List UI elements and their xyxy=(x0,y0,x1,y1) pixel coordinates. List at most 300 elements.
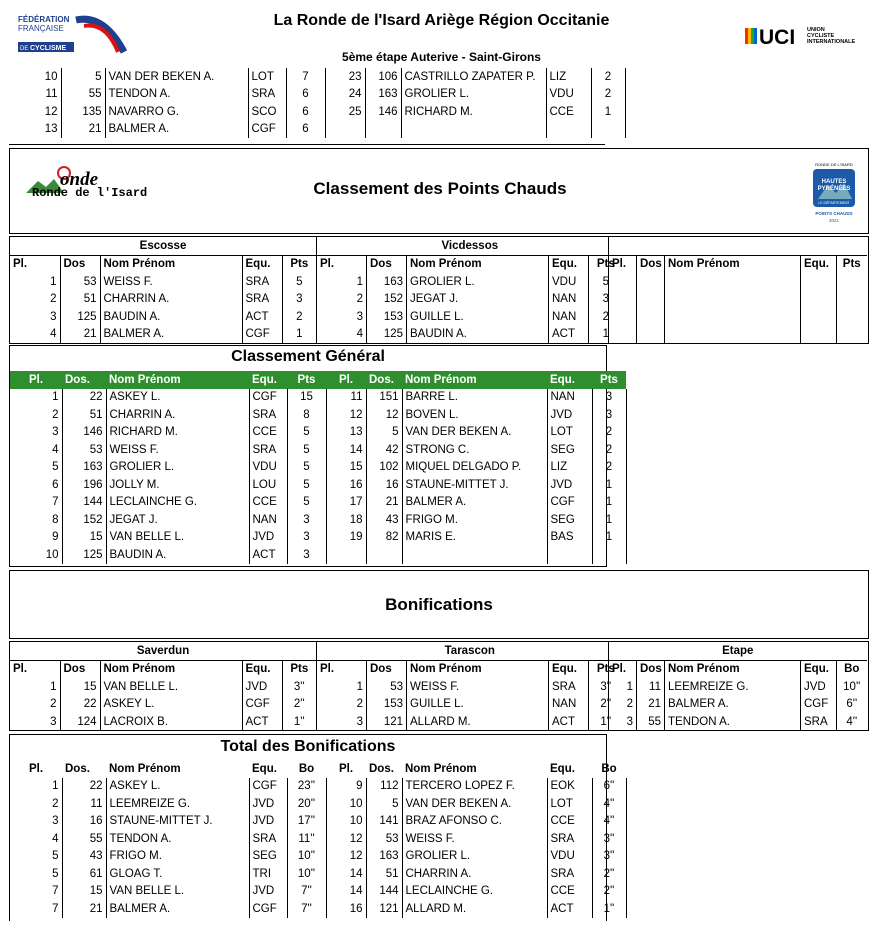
bib: 61 xyxy=(62,865,106,883)
column-header: Nom Prénom xyxy=(407,255,549,273)
rider-name xyxy=(665,273,801,291)
team: SRA xyxy=(242,291,282,309)
rider-name: STAUNE-MITTET J. xyxy=(402,476,547,494)
table-row xyxy=(10,406,626,424)
rider-name: BAUDIN A. xyxy=(100,308,242,326)
bib: 22 xyxy=(62,389,106,407)
column-header: Bo xyxy=(837,660,867,678)
value xyxy=(837,291,867,309)
rank: 7 xyxy=(52,902,59,915)
rider-name: JOLLY M. xyxy=(106,476,249,494)
value: 3 xyxy=(287,546,326,564)
bib: 53 xyxy=(62,441,106,459)
bib: 146 xyxy=(62,424,106,442)
column-header: Nom Prénom xyxy=(109,762,181,775)
rank: 19 xyxy=(349,531,363,544)
rider-name: GROLIER L. xyxy=(402,848,547,866)
value: 3'' xyxy=(592,848,626,866)
rank: 5 xyxy=(52,461,59,474)
bib: 21 xyxy=(366,494,402,512)
rank: 3 xyxy=(50,715,57,728)
column-header: Pl. xyxy=(317,255,367,273)
value: 2 xyxy=(592,424,626,442)
table-row xyxy=(609,308,867,326)
bib: 51 xyxy=(366,865,402,883)
rank: 23 xyxy=(348,70,362,83)
badge-line-4: LE DÉPARTEMENT xyxy=(818,201,850,205)
value: 2 xyxy=(592,441,626,459)
total-bonifications-grid xyxy=(10,760,627,918)
rank: 10 xyxy=(349,815,363,828)
rank xyxy=(609,291,637,309)
rider-name: LACROIX B. xyxy=(100,713,242,731)
bib: 124 xyxy=(60,713,100,731)
rank: 3 xyxy=(50,310,57,323)
value: 3 xyxy=(589,291,623,309)
table-row xyxy=(10,441,626,459)
bib: 163 xyxy=(62,459,106,477)
rider-name: VAN DER BEKEN A. xyxy=(402,424,547,442)
bib: 15 xyxy=(62,883,106,901)
rank: 6 xyxy=(52,478,59,491)
bib: 42 xyxy=(366,441,402,459)
column-header: Equ. xyxy=(242,255,282,273)
rank: 4 xyxy=(52,832,59,845)
rank xyxy=(325,121,365,139)
bonifications-table xyxy=(9,641,869,731)
table-row xyxy=(609,696,867,714)
value xyxy=(591,121,625,139)
value: 3'' xyxy=(589,678,623,696)
bib: 11 xyxy=(62,795,106,813)
rank: 1 xyxy=(50,680,57,693)
rank: 2 xyxy=(356,293,363,306)
team: SRA xyxy=(547,865,592,883)
team: VDU xyxy=(547,848,592,866)
column-header: Pl. xyxy=(338,762,354,775)
team: LIZ xyxy=(546,68,591,86)
badge-line-3: PYRÉNÉES xyxy=(817,186,851,192)
table-row xyxy=(10,326,316,344)
table-row xyxy=(10,713,316,731)
rank: 4 xyxy=(50,328,57,341)
rider-name: VAN BELLE L. xyxy=(106,883,249,901)
team: SEG xyxy=(547,441,592,459)
rider-name: BOVEN L. xyxy=(402,406,547,424)
team: NAN xyxy=(549,291,589,309)
badge-line-6: 2021 xyxy=(828,218,840,223)
bib: 196 xyxy=(62,476,106,494)
value: 1 xyxy=(592,529,626,547)
rank: 13 xyxy=(44,123,58,136)
team: CGF xyxy=(249,778,287,796)
bib xyxy=(366,546,402,564)
column-header: Pts xyxy=(837,255,867,273)
column-header: Pl. xyxy=(10,255,60,273)
rank: 1 xyxy=(52,780,59,793)
value: 2'' xyxy=(592,865,626,883)
table-header-row xyxy=(10,255,316,273)
team: NAN xyxy=(547,389,592,407)
bib: 82 xyxy=(366,529,402,547)
team: ACT xyxy=(242,713,282,731)
value: 20'' xyxy=(287,795,326,813)
section-title: Saverdun xyxy=(136,644,190,657)
table-row xyxy=(10,900,626,918)
bib: 141 xyxy=(366,813,402,831)
rank: 14 xyxy=(349,867,363,880)
rider-name: BAUDIN A. xyxy=(407,326,549,344)
table-row xyxy=(317,273,623,291)
value: 3'' xyxy=(592,830,626,848)
rider-name: LECLAINCHE G. xyxy=(106,494,249,512)
team: JVD xyxy=(547,406,592,424)
team: CCE xyxy=(249,424,287,442)
rank: 2 xyxy=(50,293,57,306)
badge-line-1: RONDE DE L'ISARD xyxy=(815,162,853,167)
team: LOT xyxy=(547,795,592,813)
rank: 10 xyxy=(44,70,58,83)
rider-name: BALMER A. xyxy=(105,121,248,139)
table-row xyxy=(609,273,867,291)
rider-name: ALLARD M. xyxy=(407,713,549,731)
column-header: Pl. xyxy=(609,255,637,273)
team: LOT xyxy=(248,68,286,86)
bib: 16 xyxy=(62,813,106,831)
section-saverdun xyxy=(10,642,316,731)
column-header: Pl. xyxy=(10,371,62,389)
ffc-line-4: CYCLISME xyxy=(30,45,67,52)
rider-name: ASKEY L. xyxy=(106,778,249,796)
bib: 5 xyxy=(366,424,402,442)
value: 23'' xyxy=(287,778,326,796)
team: LOU xyxy=(249,476,287,494)
value: 5 xyxy=(589,273,623,291)
rider-name xyxy=(665,326,801,344)
rider-name: BRAZ AFONSO C. xyxy=(402,813,547,831)
bib: 5 xyxy=(366,795,402,813)
rank: 5 xyxy=(52,850,59,863)
team: SRA xyxy=(248,86,286,104)
column-header: Dos. xyxy=(65,762,90,775)
column-header: Pl. xyxy=(28,762,44,775)
bib: 51 xyxy=(62,406,106,424)
table-row xyxy=(10,529,626,547)
bib: 152 xyxy=(367,291,407,309)
bib: 125 xyxy=(60,308,100,326)
bib: 102 xyxy=(366,459,402,477)
general-grid xyxy=(10,371,627,564)
team xyxy=(546,121,591,139)
team xyxy=(801,273,837,291)
column-header: Nom Prénom xyxy=(665,255,801,273)
rank xyxy=(326,546,366,564)
rank: 12 xyxy=(349,832,363,845)
rider-name: CHARRIN A. xyxy=(106,406,249,424)
table-row xyxy=(9,103,625,121)
bib: 125 xyxy=(367,326,407,344)
value: 8 xyxy=(287,406,326,424)
table-row xyxy=(10,830,626,848)
rider-name: CHARRIN A. xyxy=(402,865,547,883)
bib: 15 xyxy=(60,678,100,696)
table-header-row xyxy=(317,255,623,273)
value: 11'' xyxy=(287,830,326,848)
ffc-line-2: FRANÇAISE xyxy=(18,24,64,33)
general-table xyxy=(9,345,618,567)
column-header: Dos. xyxy=(369,762,394,775)
rank: 7 xyxy=(52,885,59,898)
team: CGF xyxy=(242,696,282,714)
bib: 22 xyxy=(60,696,100,714)
column-header: Pts xyxy=(589,660,623,678)
team: JVD xyxy=(249,529,287,547)
bib: 152 xyxy=(62,511,106,529)
team: CCE xyxy=(546,103,591,121)
value: 2 xyxy=(591,86,625,104)
table-row xyxy=(10,865,626,883)
value: 4'' xyxy=(592,813,626,831)
bib xyxy=(637,326,665,344)
value xyxy=(837,308,867,326)
value: 1 xyxy=(592,476,626,494)
badge-line-2: HAUTES xyxy=(821,179,847,185)
rider-name: BALMER A. xyxy=(100,326,242,344)
section-etape xyxy=(608,642,867,731)
rider-name: STAUNE-MITTET J. xyxy=(106,813,249,831)
team xyxy=(547,546,592,564)
rider-name: RICHARD M. xyxy=(401,103,546,121)
value: 6 xyxy=(286,86,325,104)
table-row xyxy=(10,848,626,866)
rank: 14 xyxy=(349,443,363,456)
rider-name: FRIGO M. xyxy=(402,511,547,529)
column-header: Equ. xyxy=(550,762,575,775)
rider-name xyxy=(401,121,546,139)
value: 3 xyxy=(282,291,316,309)
team: SRA xyxy=(547,830,592,848)
table-row xyxy=(317,696,623,714)
points-chauds-table xyxy=(9,236,869,344)
team xyxy=(801,308,837,326)
rank: 12 xyxy=(44,105,58,118)
value: 1'' xyxy=(589,713,623,731)
table-header-row xyxy=(609,660,867,678)
value: 6 xyxy=(286,121,325,139)
section-title: Vicdessos xyxy=(441,239,499,252)
table-row xyxy=(609,678,867,696)
team: LOT xyxy=(547,424,592,442)
section-empty xyxy=(608,237,867,343)
rider-name: GROLIER L. xyxy=(401,86,546,104)
column-header: Pl. xyxy=(326,371,366,389)
ronde-logo xyxy=(24,163,148,200)
rider-name: BALMER A. xyxy=(402,494,547,512)
table-row xyxy=(10,813,626,831)
rider-name: BALMER A. xyxy=(106,900,249,918)
rider-name: BARRE L. xyxy=(402,389,547,407)
team: JVD xyxy=(547,476,592,494)
value: 6'' xyxy=(837,696,867,714)
rank: 2 xyxy=(52,797,59,810)
rank: 17 xyxy=(349,496,363,509)
rank xyxy=(609,326,637,344)
bib: 144 xyxy=(366,883,402,901)
team: SEG xyxy=(249,848,287,866)
rider-name: VAN DER BEKEN A. xyxy=(105,68,248,86)
column-header: Nom Prénom xyxy=(405,762,477,775)
column-header: Bo xyxy=(601,762,617,775)
column-header: Pts xyxy=(282,660,316,678)
page-title: La Ronde de l'Isard Ariège Région Occitanie xyxy=(273,12,610,29)
bib: 151 xyxy=(366,389,402,407)
rank: 1 xyxy=(50,275,57,288)
table-row xyxy=(10,678,316,696)
value: 15 xyxy=(287,389,326,407)
column-header: Nom Prénom xyxy=(402,371,547,389)
bib: 21 xyxy=(637,696,665,714)
rank: 1 xyxy=(356,275,363,288)
bib: 43 xyxy=(366,511,402,529)
bib: 146 xyxy=(365,103,401,121)
uci-sub-1: UNION xyxy=(807,27,825,33)
column-header: Dos xyxy=(637,255,665,273)
rider-name: RICHARD M. xyxy=(106,424,249,442)
rider-name: BAUDIN A. xyxy=(106,546,249,564)
uci-text: UCI xyxy=(759,26,796,49)
value: 5 xyxy=(287,459,326,477)
rank xyxy=(609,308,637,326)
team: EOK xyxy=(547,778,592,796)
table-row xyxy=(10,476,626,494)
rider-name: ALLARD M. xyxy=(402,900,547,918)
section-title: Escosse xyxy=(139,239,187,252)
value: 4'' xyxy=(837,713,867,731)
continuation-table xyxy=(9,68,612,145)
table-row xyxy=(317,678,623,696)
team: NAN xyxy=(249,511,287,529)
rider-name: GROLIER L. xyxy=(407,273,549,291)
value: 1 xyxy=(592,511,626,529)
column-header: Equ. xyxy=(801,660,837,678)
rank: 8 xyxy=(52,513,59,526)
team xyxy=(801,291,837,309)
section-title: Tarascon xyxy=(444,644,495,657)
table-row xyxy=(10,778,626,796)
bib: 112 xyxy=(366,778,402,796)
column-header: Equ. xyxy=(252,762,277,775)
value: 3'' xyxy=(282,678,316,696)
bib: 43 xyxy=(62,848,106,866)
uci-sub-3: INTERNATIONALE xyxy=(807,39,856,45)
value: 10'' xyxy=(287,865,326,883)
rank: 14 xyxy=(349,885,363,898)
column-header: Bo xyxy=(298,762,315,775)
value: 2 xyxy=(282,308,316,326)
team: ACT xyxy=(249,546,287,564)
team: SRA xyxy=(549,678,589,696)
bib: 144 xyxy=(62,494,106,512)
team: JVD xyxy=(249,795,287,813)
column-header: Dos xyxy=(367,660,407,678)
rider-name: GUILLE L. xyxy=(407,308,549,326)
team: LIZ xyxy=(547,459,592,477)
bib xyxy=(637,291,665,309)
column-header: Equ. xyxy=(801,255,837,273)
value: 5 xyxy=(287,494,326,512)
table-header-row xyxy=(10,660,316,678)
column-header: Nom Prénom xyxy=(407,660,549,678)
column-header: Pl. xyxy=(609,660,637,678)
rider-name: CASTRILLO ZAPATER P. xyxy=(401,68,546,86)
rank: 2 xyxy=(50,698,57,711)
bib: 21 xyxy=(62,900,106,918)
column-header: Nom Prénom xyxy=(106,371,249,389)
table-row xyxy=(10,273,316,291)
points-chauds-title: Classement des Points Chauds xyxy=(313,179,567,198)
value: 7 xyxy=(286,68,325,86)
column-header: Nom Prénom xyxy=(100,660,242,678)
stage-subtitle: 5ème étape Auterive - Saint-Girons xyxy=(342,50,541,64)
rank: 16 xyxy=(349,478,363,491)
bib: 5 xyxy=(61,68,105,86)
rank: 3 xyxy=(52,426,59,439)
value: 2'' xyxy=(282,696,316,714)
bib: 22 xyxy=(62,778,106,796)
value: 2 xyxy=(591,68,625,86)
rider-name: WEISS F. xyxy=(402,830,547,848)
rider-name: JEGAT J. xyxy=(106,511,249,529)
rider-name xyxy=(665,291,801,309)
section-vicdessos xyxy=(316,237,623,343)
table-row xyxy=(609,291,867,309)
rider-name: WEISS F. xyxy=(100,273,242,291)
team xyxy=(801,326,837,344)
table-row xyxy=(9,121,625,139)
bib: 121 xyxy=(367,713,407,731)
column-header: Dos xyxy=(60,255,100,273)
column-header: Dos. xyxy=(366,371,402,389)
value: 1'' xyxy=(282,713,316,731)
team: VDU xyxy=(249,459,287,477)
bib xyxy=(637,273,665,291)
column-header: Pts xyxy=(282,255,316,273)
rank: 1 xyxy=(52,391,59,404)
table-row xyxy=(609,326,867,344)
value: 7'' xyxy=(287,883,326,901)
team: BAS xyxy=(547,529,592,547)
team: CGF xyxy=(249,900,287,918)
value xyxy=(837,273,867,291)
value: 2'' xyxy=(589,696,623,714)
rank: 3 xyxy=(356,715,363,728)
table-row xyxy=(10,494,626,512)
rider-name: ASKEY L. xyxy=(100,696,242,714)
value: 3 xyxy=(592,389,626,407)
team: CGF xyxy=(248,121,286,139)
team: SRA xyxy=(249,406,287,424)
column-header: Pts xyxy=(592,371,626,389)
team: CGF xyxy=(249,389,287,407)
value: 2 xyxy=(589,308,623,326)
rider-name: NAVARRO G. xyxy=(105,103,248,121)
column-header: Dos xyxy=(60,660,100,678)
rider-name xyxy=(402,546,547,564)
team: SRA xyxy=(249,830,287,848)
value: 10'' xyxy=(837,678,867,696)
rank: 15 xyxy=(349,461,363,474)
team: JVD xyxy=(801,678,837,696)
